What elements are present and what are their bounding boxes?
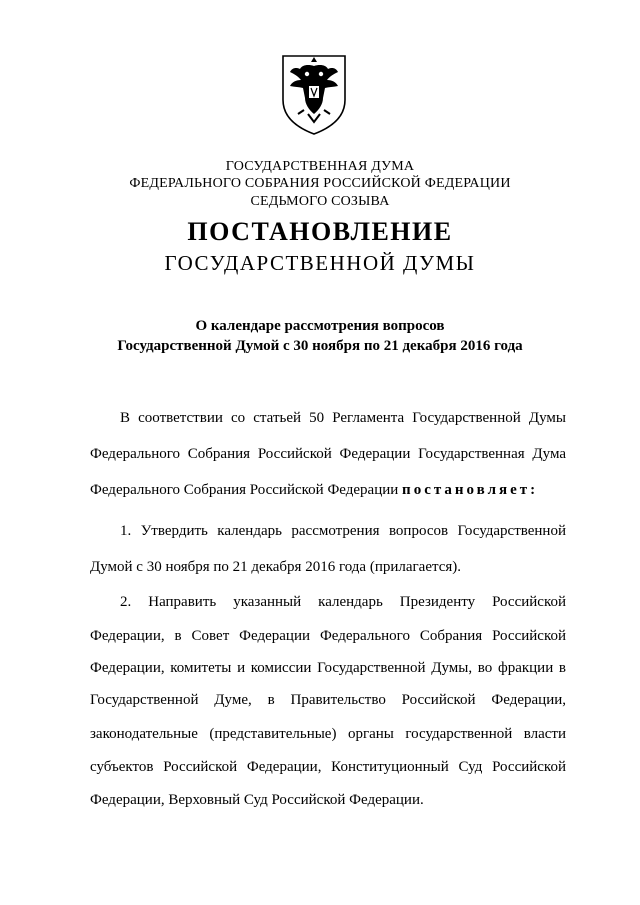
subject-line-1: О календаре рассмотрения вопросов: [195, 318, 445, 334]
preamble-line-3-text: Федерального Собрания Российской Федерации: [90, 482, 399, 498]
header-line-federal-assembly: ФЕДЕРАЛЬНОГО СОБРАНИЯ РОССИЙСКОЙ ФЕДЕРАЦИИ: [129, 176, 511, 191]
subject-line-2: Государственной Думой с 30 ноября по 21 декабря 2016 года: [117, 338, 523, 354]
item2-line-5: законодательные (представительные) органы государственной власти: [90, 726, 566, 742]
item2-line-6: субъектов Российской Федерации, Конституционный Суд Российской: [90, 759, 566, 775]
coat-of-arms-emblem: [278, 52, 350, 136]
header-line-state-duma: ГОСУДАРСТВЕННАЯ ДУМА: [225, 159, 415, 174]
preamble-line-1: В соответствии со статьей 50 Регламента Государственной Думы: [120, 410, 566, 426]
item1-line-1: 1. Утвердить календарь рассмотрения вопросов Государственной: [120, 523, 566, 539]
document-title: ПОСТАНОВЛЕНИЕ: [187, 217, 453, 246]
header-line-convocation: СЕДЬМОГО СОЗЫВА: [250, 194, 390, 209]
item1-line-2: Думой с 30 ноября по 21 декабря 2016 года (прилагается).: [90, 559, 462, 575]
item2-line-4: Государственной Думе, в Правительство Российской Федерации,: [90, 692, 566, 708]
preamble-line-3: [90, 481, 566, 499]
preamble-line-2: Федерального Собрания Российской Федерации Государственная Дума: [90, 446, 566, 462]
resolution-keyword: постановляет:: [402, 482, 539, 498]
item2-line-1: 2. Направить указанный календарь Президенту Российской: [120, 594, 566, 610]
document-subtitle: ГОСУДАРСТВЕННОЙ ДУМЫ: [164, 251, 476, 275]
item2-line-2: Федерации, в Совет Федерации Федерального Собрания Российской: [90, 628, 566, 644]
item2-line-7: Федерации, Верховный Суд Российской Федерации.: [90, 792, 424, 808]
item2-line-3: Федерации, комитеты и комиссии Государственной Думы, во фракции в: [90, 660, 566, 676]
